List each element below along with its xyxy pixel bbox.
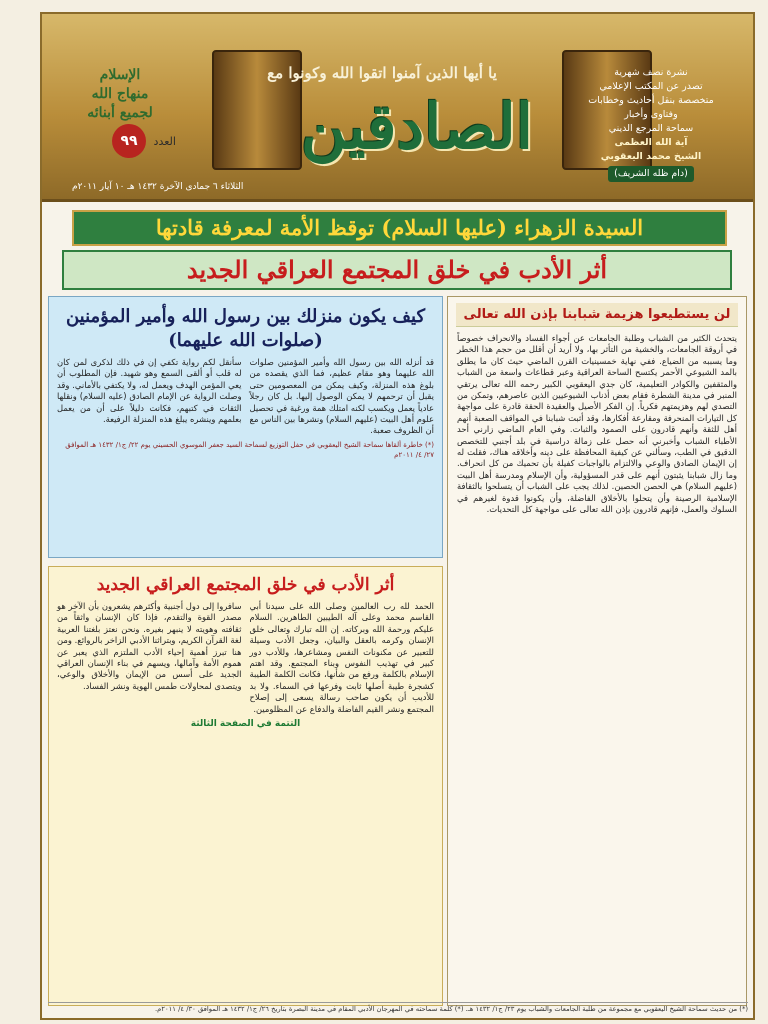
newspaper-page xyxy=(40,12,755,1020)
info-line: نشرة نصف شهرية xyxy=(614,67,688,78)
article-status xyxy=(48,296,443,558)
slogan-line: لجميع أبنائه xyxy=(87,105,153,121)
newspaper-title: الصادقين xyxy=(301,90,533,163)
info-line: تصدر عن المكتب الإعلامي xyxy=(599,81,703,92)
article-status-title: كيف يكون منزلك بين رسول الله وأمير المؤمنين (صلوات الله عليهما) xyxy=(65,306,426,351)
authority-blessing: (دام ظله الشريف) xyxy=(608,166,694,182)
info-line: سماحة المرجع الديني xyxy=(608,123,694,134)
issue-block xyxy=(62,124,222,158)
article-literature-col-2: سافروا إلى دول أجنبية وأكثرهم يشعرون بأن الآخر هو مصدر القوة والتقدم، فإذا كان الإنسان واثقاً من ثقافته وهويته لا ينبهر بغيره. ونحن نعتز بلغتنا العربية لغة القرآن الكريم، وبتراثنا الأدبي الزاخر بالروائع. ومن هنا تبرز أهمية إحياء الأدب الملتزم الذي يعبر عن هموم الأمة وآمالها، ويسهم في بناء الإنسان العراقي الجديد على أسس من الإيمان والأخلاق والوعي، ويتصدى لمحاولات طمس الهوية ونشر الفساد. xyxy=(57,601,242,691)
article-status-col-2: سأنقل لكم رواية تكفي إن في ذلك لذكرى لمن كان له قلب أو ألقى السمع وهو شهيد. فإن المطلوب أن يعي المؤمن الهدف ويعمل له، ولا يكتفي بالأماني. وقد وصلت الرواية عن الإمام الصادق (عليه السلام) ونقلها الثقات في كتبهم، فكانت دليلاً على أن من يعمل بعلمهم وينشره يبلغ هذه المنزلة الرفيعة. xyxy=(57,357,242,425)
page-footer-notes: (*) من حديث سماحة الشيخ اليعقوبي مع مجموعة من طلبة الجامعات والشباب يوم ٢٣/ ج١/ ١٤٣٢ هـ. (*) كلمة سماحته في المهرجان الأدبي المقام في مدينة البصرة بتاريخ ٢٦/ ج١/ ١٤٣٢ هـ الموافق ٣٠/ ٤/ ٢٠١١م. xyxy=(48,1002,748,1014)
article-literature xyxy=(48,566,443,1006)
issue-date: الثلاثاء ٦ جمادى الآخرة ١٤٣٢ هـ ١٠ آيار ٢٠١١م xyxy=(72,182,244,192)
authority-title: آية الله العظمى xyxy=(614,137,688,148)
article-status-columns xyxy=(49,357,442,437)
slogan-line: منهاج الله xyxy=(91,86,149,102)
info-line: وفتاوى وأخبار xyxy=(624,109,678,120)
continued-note: التتمة في الصفحة الثالثة xyxy=(190,719,301,730)
headline-zahra: السيدة الزهراء (عليها السلام) توقظ الأمة لمعرفة قادتها xyxy=(72,210,727,246)
publisher-info xyxy=(571,66,731,182)
quran-verse: يا أيها الذين آمنوا اتقوا الله وكونوا مع xyxy=(267,64,497,82)
article-literature-columns xyxy=(49,601,442,715)
article-youth-title: لن يستطيعوا هزيمة شبابنا بإذن الله تعالى xyxy=(456,303,738,327)
authority-name: الشيخ محمد اليعقوبي xyxy=(600,151,702,162)
masthead xyxy=(42,14,753,202)
article-literature-title: أثر الأدب في خلق المجتمع العراقي الجديد xyxy=(96,575,395,595)
info-line: متخصصة بنقل أحاديث وخطابات xyxy=(588,95,714,106)
issue-label: العدد xyxy=(153,135,176,148)
slogan-line: الإسلام xyxy=(99,67,141,83)
slogan xyxy=(60,66,180,123)
issue-number-badge: ٩٩ xyxy=(112,124,146,158)
article-status-footnote: (*) خاطرة ألقاها سماحة الشيخ اليعقوبي في حفل التوزيع لسماحة السيد جعفر الموسوي الحسيني يوم ٢٢/ ج١/ ١٤٣٢ هـ الموافق ٢٧/ ٤/ ٢٠١١م xyxy=(65,440,434,459)
article-youth xyxy=(447,296,747,1006)
article-status-col-1: قد أنزله الله بين رسول الله وأمير المؤمنين صلوات الله عليهما وهو مقام عظيم، فما الذي يقصده من بلوغ هذه المنزلة، وكيف يمكن من المعصومين حتى يقبل أن ترحمهم لا يمكن الوصول إليها. بل كان رجلاً عادياً يعمل ويكسب لكنه امتلك همة ورغبة في تحصيل علوم أهل البيت (عليهم السلام) ونشرها بين الناس مع أن الظروف صعبة. xyxy=(249,357,434,436)
article-literature-col-1: الحمد لله رب العالمين وصلى الله على سيدنا أبي القاسم محمد وعلى آله الطيبين الطاهرين. السلام عليكم ورحمة الله وبركاته. إن الله تبارك وتعالى خلق الإنسان وكرمه بالعقل والبيان، وجعل الأدب وسيلة للتعبير عن مكنونات النفس ومشاعرها، وللأدب دور كبير في تهذيب النفوس وبناء المجتمع. وقد اهتم الإسلام بالكلمة ورفع من شأنها، فكانت الكلمة الطيبة كشجرة طيبة أصلها ثابت وفرعها في السماء. ولا بد للأديب أن يكون صاحب رسالة يسعى إلى إصلاح المجتمع ونشر القيم الفاضلة والدفاع عن المظلومين. xyxy=(249,601,434,714)
headline-literature: أثر الأدب في خلق المجتمع العراقي الجديد xyxy=(62,250,732,290)
article-youth-text: يتحدث الكثير من الشباب وطلبة الجامعات عن أجواء الفساد والانحراف خصوصاً في أروقة الجامعات، والخشية من التأثر بها، ولا أريد أن أقلل من حجم هذا الخطر وما يسببه من الضياع. ففي نهاية خمسينيات القرن الماضي حيث كان ما يطلق بالمد الشيوعي الأحمر يكتسح الساحة العراقية وعبر قطاعات واسعة من الشباب والمثقفين والكوادر التعليمية، كان جدي اليعقوبي الكبير رحمه الله تعالى يرتقي المنبر في مدينة الشطرة فقام بعض أذناب الشيوعيين الذين عاصرهم، وتمكن من التصدي لهم وهزيمتهم فكرياً. إن الفكر الأصيل والعقيدة الحقة قادرة على مواجهة كل التيارات المنحرفة ومقارعة أفكارها، وقد أثبت شبابنا في المواقف الصعبة أنهم أهل للثقة وأنهم قادرون على الصمود والثبات. وفي العام الماضي زارني أحد الأطباء الشباب وأخبرني أنه حصل على زمالة دراسية في بلد أجنبي للتخصص الدقيق في الطب، وسألني عن كيفية المحافظة على دينه وأخلاقه هناك، فقلت له إن الإيمان الصادق والوعي والالتزام بالواجبات كفيلة بأن تحميك من كل انحراف. وما زال شبابنا يثبتون أنهم على قدر المسؤولية، وأن الإسلام ومدرسة أهل البيت (عليهم السلام) هي الحصن الحصين. لذلك يجب على الشباب أن يتسلحوا بالثقافة الإسلامية الرصينة وأن يتحلوا بالأخلاق الفاضلة، وأن يكونوا قدوة لغيرهم في السلوك والعمل، فإنهم قادرون بإذن الله تعالى على مواجهة كل التحديات. xyxy=(457,333,737,515)
